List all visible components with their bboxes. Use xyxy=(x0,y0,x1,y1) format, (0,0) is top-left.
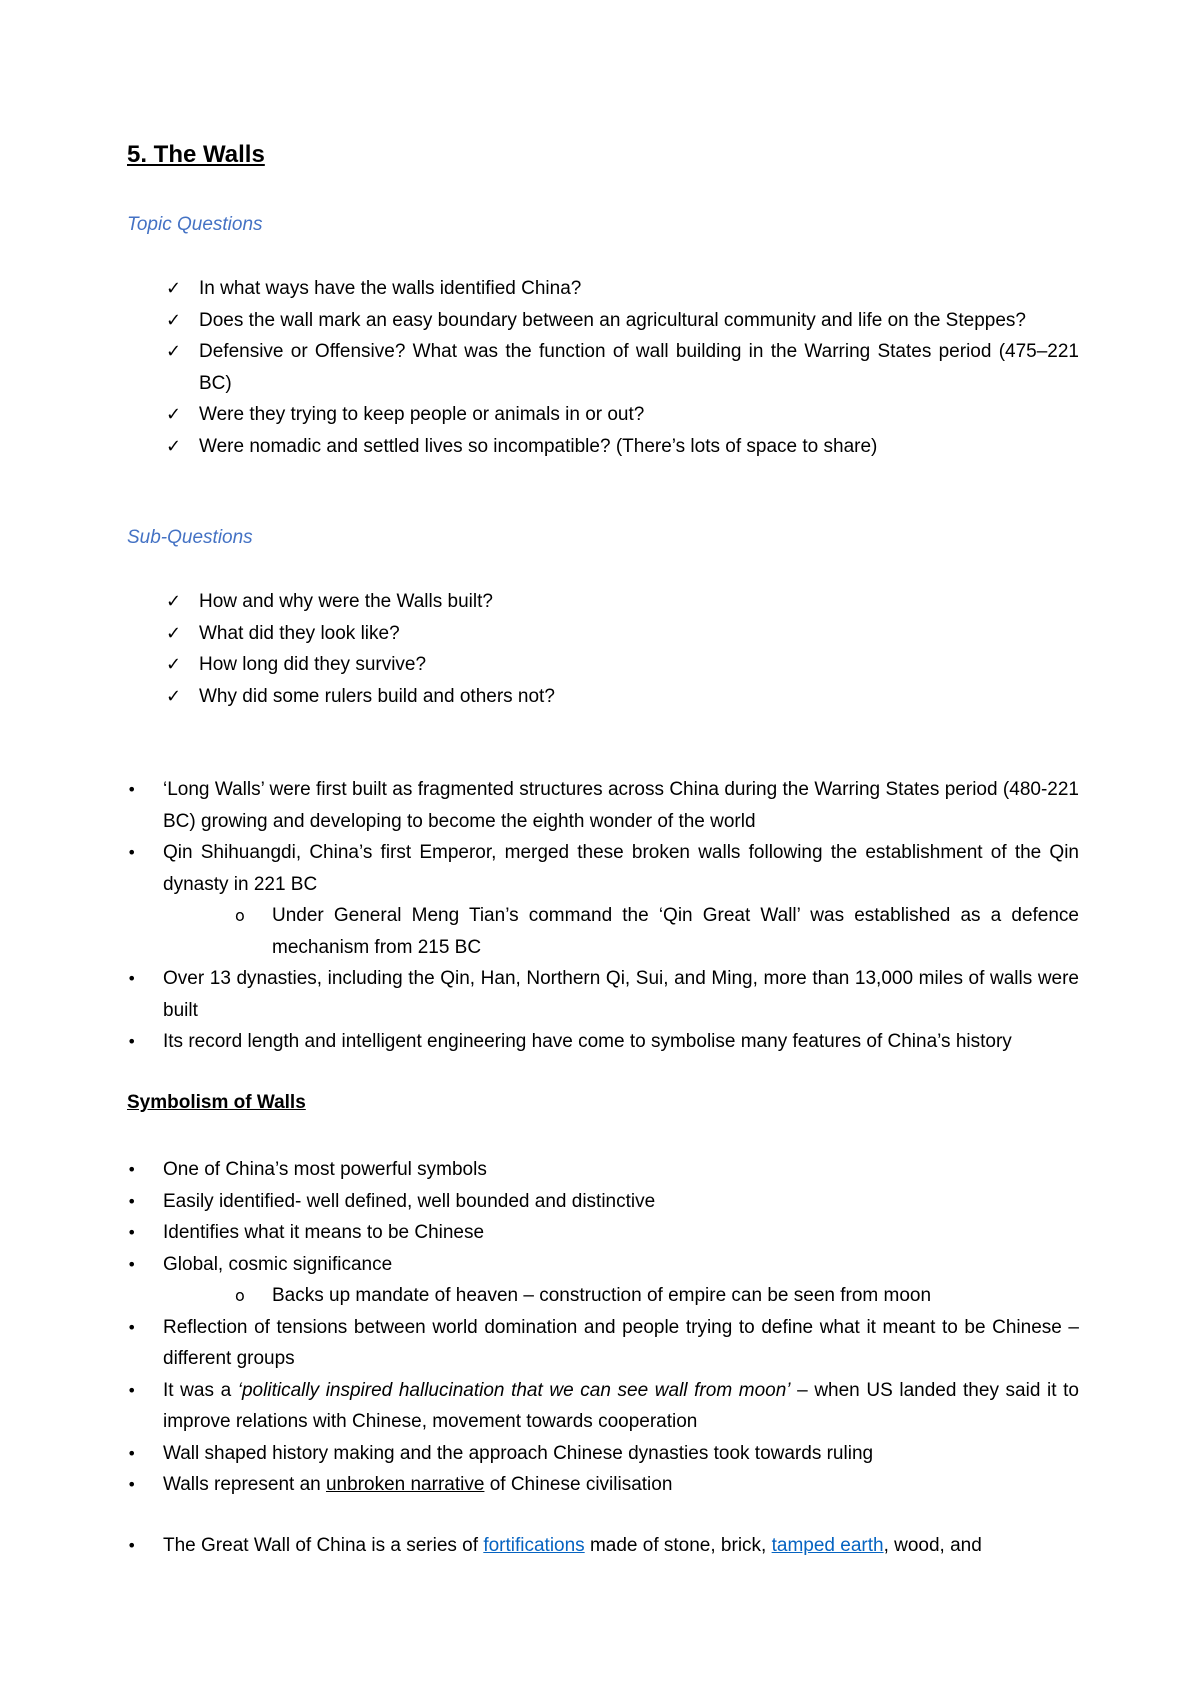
bullet-icon: • xyxy=(127,1536,137,1555)
bullet-icon: • xyxy=(127,1191,137,1211)
quote-text: ‘politically inspired hallucination that we can see wall from moon’ xyxy=(237,1379,791,1401)
sub-questions-heading: Sub-Questions xyxy=(127,527,253,548)
bullet-icon: • xyxy=(127,1160,137,1179)
list-item-text: Why did some rulers build and others not? xyxy=(199,685,555,707)
list-item-text: Were they trying to keep people or animals in or out? xyxy=(199,404,645,425)
topic-questions-heading: Topic Questions xyxy=(127,214,263,235)
list-item-text: What did they look like? xyxy=(199,622,400,644)
list-item xyxy=(0,618,1079,650)
list-item xyxy=(0,963,1079,1026)
quote-suffix: – when US landed they said it to improve relations with Chinese, movement towards cooperation xyxy=(163,1379,1079,1432)
circle-bullet-icon: o xyxy=(235,906,245,925)
list-item xyxy=(0,273,1079,305)
list-item xyxy=(0,681,1079,713)
list-item-text: Does the wall mark an easy boundary between an agricultural community and life on the Steppes? xyxy=(199,309,1026,331)
bullet-icon: • xyxy=(127,1223,137,1242)
list-item-text: One of China’s most powerful symbols xyxy=(163,1159,487,1180)
list-item xyxy=(0,1530,1079,1562)
list-item-text: Easily identified- well defined, well bounded and distinctive xyxy=(163,1190,656,1212)
check-icon: ✓ xyxy=(166,278,182,299)
list-item-text: Defensive or Offensive? What was the function of wall building in the Warring States period (475–221 BC) xyxy=(199,341,1079,394)
bullet-icon: • xyxy=(127,843,137,862)
check-icon: ✓ xyxy=(166,591,182,612)
history-list xyxy=(0,774,1200,1058)
list-item-text: Reflection of tensions between world domination and people trying to define what it meant to be Chinese – different groups xyxy=(163,1316,1079,1369)
great-wall-text-2: made of stone, brick, xyxy=(584,1535,772,1556)
sub-list-item xyxy=(0,1280,1079,1312)
great-wall-list xyxy=(0,1530,1200,1562)
list-item xyxy=(0,1469,1079,1501)
list-item-text: ‘Long Walls’ were first built as fragmented structures across China during the Warring States period (480-221 BC) growing and developing to become the eighth wonder of the world xyxy=(163,779,1079,832)
list-item xyxy=(0,586,1079,618)
check-icon: ✓ xyxy=(166,341,182,362)
list-item-text: Under General Meng Tian’s command the ‘Qin Great Wall’ was established as a defence mechanism from 215 BC xyxy=(272,905,1079,958)
list-item-text: Wall shaped history making and the approach Chinese dynasties took towards ruling xyxy=(163,1442,874,1464)
list-item xyxy=(0,1026,1079,1058)
list-item xyxy=(0,336,1079,399)
circle-bullet-icon: o xyxy=(235,1286,245,1305)
list-item-text: Were nomadic and settled lives so incompatible? (There’s lots of space to share) xyxy=(199,435,878,457)
list-item xyxy=(0,1186,1079,1218)
check-icon: ✓ xyxy=(166,622,182,644)
list-item xyxy=(0,1375,1079,1438)
tamped-earth-link[interactable]: tamped earth xyxy=(771,1535,884,1556)
list-item-text: Global, cosmic significance xyxy=(163,1253,393,1275)
bullet-icon: • xyxy=(127,969,137,988)
list-item-text: Backs up mandate of heaven – construction of empire can be seen from moon xyxy=(272,1285,932,1306)
bullet-icon: • xyxy=(127,1032,137,1051)
check-icon: ✓ xyxy=(166,309,182,331)
list-item xyxy=(0,399,1079,431)
check-icon: ✓ xyxy=(166,435,182,457)
list-item xyxy=(0,837,1079,900)
great-wall-text-1: The Great Wall of China is a series of xyxy=(163,1535,484,1556)
bullet-icon: • xyxy=(127,1443,137,1463)
list-item-text: Qin Shihuangdi, China’s first Emperor, merged these broken walls following the establishment of the Qin dynasty in 221 BC xyxy=(163,842,1079,895)
list-item xyxy=(0,1312,1079,1375)
list-item-text xyxy=(163,1535,982,1556)
list-item xyxy=(0,1154,1079,1186)
symbolism-heading: Symbolism of Walls xyxy=(127,1092,306,1113)
topic-questions-list xyxy=(0,273,1200,462)
sub-list-item xyxy=(0,900,1079,963)
sub-questions-list xyxy=(0,586,1200,712)
list-item-text xyxy=(163,1380,1079,1433)
underlined-text: unbroken narrative xyxy=(325,1474,485,1495)
bullet-icon: • xyxy=(127,1254,137,1274)
list-item-text xyxy=(163,1474,672,1495)
great-wall-text-3: , wood, and xyxy=(883,1535,982,1556)
list-item-text: Over 13 dynasties, including the Qin, Han, Northern Qi, Sui, and Ming, more than 13,000 miles of walls were built xyxy=(163,968,1079,1021)
quote-prefix: It was a xyxy=(163,1379,238,1401)
list-item xyxy=(0,649,1079,681)
list-item xyxy=(0,774,1079,837)
narrative-prefix: Walls represent an xyxy=(163,1474,326,1495)
fortifications-link[interactable]: fortifications xyxy=(483,1535,585,1556)
list-item-text: Its record length and intelligent engineering have come to symbolise many features of China’s history xyxy=(163,1031,1012,1052)
bullet-icon: • xyxy=(127,780,137,799)
list-item-text: Identifies what it means to be Chinese xyxy=(163,1222,485,1243)
list-item-text: In what ways have the walls identified China? xyxy=(199,278,582,299)
bullet-icon: • xyxy=(127,1475,137,1494)
list-item-text: How and why were the Walls built? xyxy=(199,591,493,612)
bullet-icon: • xyxy=(127,1317,137,1337)
check-icon: ✓ xyxy=(166,654,182,675)
symbolism-list xyxy=(0,1154,1200,1501)
list-item-text: How long did they survive? xyxy=(199,654,427,675)
narrative-suffix: of Chinese civilisation xyxy=(484,1474,673,1495)
list-item xyxy=(0,305,1079,337)
list-item xyxy=(0,431,1079,463)
list-item xyxy=(0,1217,1079,1249)
list-item xyxy=(0,1438,1079,1470)
bullet-icon: • xyxy=(127,1380,137,1400)
check-icon: ✓ xyxy=(166,404,182,425)
check-icon: ✓ xyxy=(166,685,182,707)
list-item xyxy=(0,1249,1079,1281)
page-title: 5. The Walls xyxy=(127,141,265,168)
